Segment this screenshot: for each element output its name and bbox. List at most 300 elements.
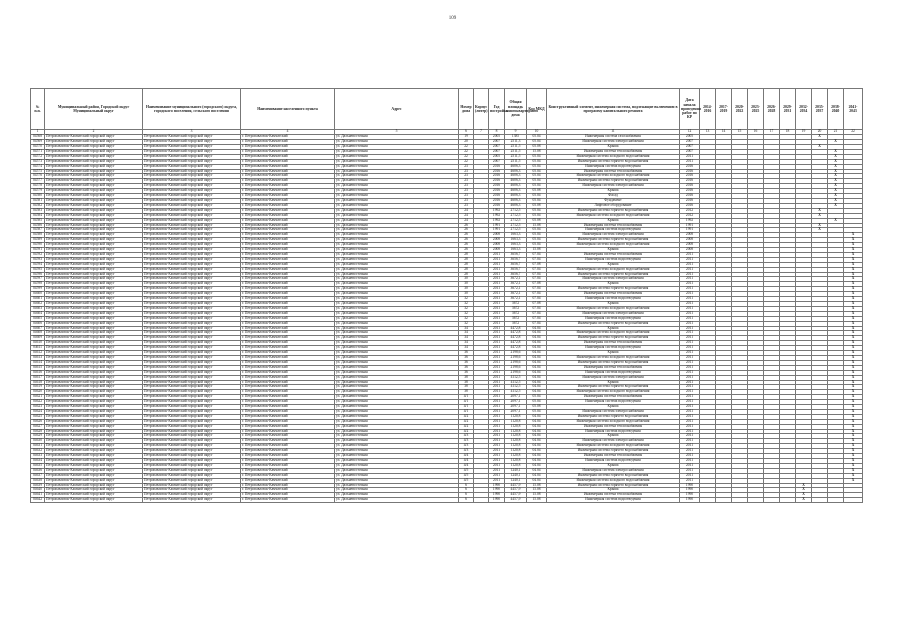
table-cell: Лифтовое оборудование: [547, 203, 680, 208]
table-cell: 05.04: [527, 164, 547, 169]
table-cell: Петропавловск-Камчатский городской округ: [143, 194, 241, 199]
table-cell: Петропавловск-Камчатский городской округ: [143, 252, 241, 257]
period-mark-cell: X: [828, 198, 844, 203]
table-cell: Инженерная система теплоснабжения: [547, 169, 680, 174]
period-mark-cell: X: [844, 439, 863, 444]
table-cell: 2016: [489, 189, 505, 194]
table-cell: ул. Дальневосточная: [335, 351, 459, 356]
table-cell: 04637: [31, 473, 45, 478]
table-cell: Петропавловск-Камчатский городской округ: [143, 159, 241, 164]
table-cell: 2712,5: [505, 228, 527, 233]
table-cell: ул. Дальневосточная: [335, 316, 459, 321]
table-cell: 2011: [680, 380, 700, 385]
table-cell: Петропавловск-Камчатский городской округ: [45, 238, 143, 243]
table-cell: 2011: [680, 282, 700, 287]
table-cell: Инженерная система холодного водоснабжения: [547, 154, 680, 159]
table-cell: 15.08: [527, 498, 547, 503]
table-cell: 04587: [31, 228, 45, 233]
table-cell: Петропавловск-Камчатский городской округ: [143, 463, 241, 468]
table-cell: г. Петропавловск-Камчатский: [241, 468, 335, 473]
column-header: Код МКД: [527, 89, 547, 130]
table-cell: ул. Дальневосточная: [335, 478, 459, 483]
table-cell: Петропавловск-Камчатский городской округ: [143, 189, 241, 194]
table-cell: 2011: [489, 346, 505, 351]
table-cell: 04634: [31, 459, 45, 464]
table-cell: ул. Дальневосточная: [335, 184, 459, 189]
table-cell: 4/2: [459, 419, 474, 424]
table-cell: Петропавловск-Камчатский городской округ: [45, 223, 143, 228]
table-cell: Петропавловск-Камчатский городской округ: [45, 493, 143, 498]
table-cell: г. Петропавловск-Камчатский: [241, 321, 335, 326]
table-cell: 23: [459, 198, 474, 203]
table-cell: 07.04: [527, 287, 547, 292]
table-cell: 6: [459, 488, 474, 493]
table-cell: Петропавловск-Камчатский городской округ: [45, 179, 143, 184]
table-cell: Петропавловск-Камчатский городской округ: [143, 282, 241, 287]
table-cell: 05.04: [527, 228, 547, 233]
table-cell: г. Петропавловск-Камчатский: [241, 154, 335, 159]
period-mark-cell: X: [844, 233, 863, 238]
table-cell: Инженерная система горячего водоснабжения: [547, 179, 680, 184]
table-cell: 2011: [489, 405, 505, 410]
table-cell: 2198,6: [505, 355, 527, 360]
period-mark-cell: X: [844, 277, 863, 282]
table-cell: Петропавловск-Камчатский городской округ: [143, 203, 241, 208]
table-cell: ул. Дальневосточная: [335, 169, 459, 174]
table-cell: 2011: [489, 331, 505, 336]
table-cell: г. Петропавловск-Камчатский: [241, 439, 335, 444]
table-cell: Фасад: [547, 194, 680, 199]
table-cell: ул. Дальневосточная: [335, 189, 459, 194]
table-cell: Инженерная система горячего водоснабжения: [547, 159, 680, 164]
period-mark-cell: X: [844, 311, 863, 316]
table-cell: 05.04: [527, 169, 547, 174]
period-mark-cell: X: [844, 287, 863, 292]
table-cell: 2011: [680, 459, 700, 464]
table-cell: 2097,1: [505, 409, 527, 414]
table-cell: Крыша: [547, 145, 680, 150]
table-cell: 04636: [31, 468, 45, 473]
table-cell: 04.04: [527, 473, 547, 478]
table-cell: ул. Дальневосточная: [335, 154, 459, 159]
table-cell: 2011: [680, 267, 700, 272]
table-cell: ул. Дальневосточная: [335, 468, 459, 473]
table-cell: 4/1: [459, 405, 474, 410]
table-cell: Петропавловск-Камчатский городской округ: [45, 154, 143, 159]
table-cell: 05.04: [527, 159, 547, 164]
table-cell: Петропавловск-Камчатский городской округ: [45, 306, 143, 311]
table-cell: 1663,3: [505, 238, 527, 243]
period-mark-cell: X: [844, 468, 863, 473]
period-mark-cell: X: [796, 498, 812, 503]
table-cell: 2511,5: [505, 149, 527, 154]
table-cell: ул. Дальневосточная: [335, 287, 459, 292]
period-mark-cell: X: [844, 444, 863, 449]
table-cell: г. Петропавловск-Камчатский: [241, 297, 335, 302]
table-cell: 4/3: [459, 449, 474, 454]
column-number: 9: [505, 130, 527, 135]
table-cell: 1120,8: [505, 414, 527, 419]
table-cell: 4606,3: [505, 198, 527, 203]
table-cell: 4/1: [459, 395, 474, 400]
period-mark-cell: X: [796, 488, 812, 493]
table-cell: 1990: [489, 483, 505, 488]
table-cell: г. Петропавловск-Камчатский: [241, 135, 335, 140]
period-mark-cell: X: [812, 135, 828, 140]
period-mark-cell: X: [844, 360, 863, 365]
table-cell: Петропавловск-Камчатский городской округ: [143, 164, 241, 169]
table-cell: 4472,8: [505, 341, 527, 346]
table-cell: 28: [459, 272, 474, 277]
table-cell: 1663,3: [505, 248, 527, 253]
table-cell: 3656,7: [505, 252, 527, 257]
table-cell: 34: [459, 331, 474, 336]
period-mark-cell: X: [812, 213, 828, 218]
table-cell: 4/2: [459, 414, 474, 419]
table-cell: Инженерная система электроснабжения: [547, 140, 680, 145]
table-cell: Петропавловск-Камчатский городской округ: [143, 498, 241, 503]
table-cell: Крыша: [547, 405, 680, 410]
table-cell: 04601: [31, 297, 45, 302]
table-cell: Инженерная система горячего водоснабжения: [547, 208, 680, 213]
table-cell: ул. Дальневосточная: [335, 203, 459, 208]
table-cell: Петропавловск-Камчатский городской округ: [45, 498, 143, 503]
column-number: 3: [143, 130, 241, 135]
table-cell: 1120,8: [505, 429, 527, 434]
table-cell: Петропавловск-Камчатский городской округ: [143, 257, 241, 262]
table-cell: г. Петропавловск-Камчатский: [241, 390, 335, 395]
table-cell: 2011: [489, 454, 505, 459]
table-cell: Инженерная система холодного водоснабжения: [547, 444, 680, 449]
table-cell: 2011: [680, 297, 700, 302]
table-cell: 2011: [489, 385, 505, 390]
table-cell: г. Петропавловск-Камчатский: [241, 463, 335, 468]
table-cell: 04625: [31, 414, 45, 419]
table-cell: 2011: [680, 311, 700, 316]
table-cell: 2011: [489, 463, 505, 468]
table-cell: 2011: [489, 282, 505, 287]
table-cell: 05.04: [527, 194, 547, 199]
table-cell: ул. Дальневосточная: [335, 302, 459, 307]
table-cell: ул. Дальневосточная: [335, 208, 459, 213]
period-mark-cell: X: [828, 169, 844, 174]
table-cell: 05.04: [527, 233, 547, 238]
table-cell: 04626: [31, 419, 45, 424]
table-cell: 4112,5: [505, 380, 527, 385]
table-cell: Петропавловск-Камчатский городской округ: [143, 223, 241, 228]
table-cell: 04604: [31, 311, 45, 316]
table-cell: Петропавловск-Камчатский городской округ: [45, 135, 143, 140]
table-cell: ул. Дальневосточная: [335, 194, 459, 199]
table-cell: Петропавловск-Камчатский городской округ: [143, 346, 241, 351]
table-cell: 2011: [680, 395, 700, 400]
period-mark-cell: X: [844, 370, 863, 375]
table-cell: 04.04: [527, 414, 547, 419]
table-cell: Петропавловск-Камчатский городской округ: [45, 454, 143, 459]
table-cell: Петропавловск-Камчатский городской округ: [45, 218, 143, 223]
table-cell: 07.04: [527, 277, 547, 282]
table-cell: 04599: [31, 287, 45, 292]
table-cell: Петропавловск-Камчатский городской округ: [143, 424, 241, 429]
table-cell: г. Петропавловск-Камчатский: [241, 238, 335, 243]
period-mark-cell: X: [844, 336, 863, 341]
table-cell: [474, 498, 489, 503]
table-cell: ул. Дальневосточная: [335, 331, 459, 336]
table-cell: 2198,6: [505, 351, 527, 356]
table-cell: ул. Дальневосточная: [335, 174, 459, 179]
table-cell: 2011: [680, 316, 700, 321]
table-cell: 15.08: [527, 223, 547, 228]
table-cell: 1992: [489, 213, 505, 218]
table-cell: 2011: [489, 449, 505, 454]
table-cell: 04.04: [527, 429, 547, 434]
period-mark-cell: X: [844, 414, 863, 419]
table-cell: 1990: [489, 488, 505, 493]
table-cell: ул. Дальневосточная: [335, 248, 459, 253]
table-cell: ул. Дальневосточная: [335, 311, 459, 316]
table-cell: 04585: [31, 218, 45, 223]
table-cell: 04581: [31, 198, 45, 203]
table-cell: 2008: [489, 243, 505, 248]
table-cell: 2011: [489, 262, 505, 267]
table-cell: Петропавловск-Камчатский городской округ: [143, 351, 241, 356]
table-cell: Инженерная система водоотведения: [547, 370, 680, 375]
column-header: Наименование населенного пункта: [241, 89, 335, 130]
table-cell: г. Петропавловск-Камчатский: [241, 355, 335, 360]
period-mark-cell: X: [828, 184, 844, 189]
table-cell: Петропавловск-Камчатский городской округ: [45, 228, 143, 233]
table-cell: Петропавловск-Камчатский городской округ: [45, 365, 143, 370]
table-cell: г. Петропавловск-Камчатский: [241, 184, 335, 189]
table-cell: Инженерная система водоотведения: [547, 228, 680, 233]
table-cell: 3672,1: [505, 287, 527, 292]
column-number: 7: [474, 130, 489, 135]
table-cell: г. Петропавловск-Камчатский: [241, 459, 335, 464]
period-mark-cell: X: [828, 179, 844, 184]
table-cell: 04.04: [527, 454, 547, 459]
table-cell: г. Петропавловск-Камчатский: [241, 149, 335, 154]
table-cell: Петропавловск-Камчатский городской округ: [45, 375, 143, 380]
table-cell: 07.04: [527, 311, 547, 316]
table-cell: г. Петропавловск-Камчатский: [241, 248, 335, 253]
table-cell: ул. Дальневосточная: [335, 233, 459, 238]
table-cell: 2011: [489, 257, 505, 262]
period-mark-cell: [780, 498, 796, 503]
table-cell: 38: [459, 380, 474, 385]
table-cell: 04.04: [527, 459, 547, 464]
table-cell: ул. Дальневосточная: [335, 498, 459, 503]
table-cell: 1240,1: [505, 468, 527, 473]
table-cell: 23: [459, 194, 474, 199]
table-cell: 4606,3: [505, 203, 527, 208]
table-cell: 2011: [680, 292, 700, 297]
table-cell: Инженерная система холодного водоснабжения: [547, 478, 680, 483]
period-mark-cell: X: [844, 424, 863, 429]
table-cell: Петропавловск-Камчатский городской округ: [45, 473, 143, 478]
period-mark-cell: X: [796, 483, 812, 488]
table-cell: 2011: [680, 463, 700, 468]
table-cell: Петропавловск-Камчатский городской округ: [45, 184, 143, 189]
table-cell: 04.04: [527, 375, 547, 380]
table-cell: 2011: [489, 267, 505, 272]
table-cell: 4/2: [459, 429, 474, 434]
table-cell: 2011: [680, 360, 700, 365]
table-cell: ул. Дальневосточная: [335, 179, 459, 184]
table-cell: г. Петропавловск-Камчатский: [241, 351, 335, 356]
table-cell: ул. Дальневосточная: [335, 346, 459, 351]
table-cell: 2011: [680, 439, 700, 444]
table-cell: Петропавловск-Камчатский городской округ: [143, 365, 241, 370]
table-cell: 04620: [31, 390, 45, 395]
table-cell: 04612: [31, 351, 45, 356]
table-cell: 05.08: [527, 405, 547, 410]
table-cell: 2011: [489, 400, 505, 405]
table-cell: Инженерная система горячего водоснабжения: [547, 449, 680, 454]
table-cell: 04569: [31, 140, 45, 145]
table-cell: 2511,5: [505, 145, 527, 150]
table-cell: Инженерная система теплоснабжения: [547, 454, 680, 459]
table-cell: 2011: [489, 439, 505, 444]
table-cell: 2712,5: [505, 208, 527, 213]
table-cell: 3672: [505, 321, 527, 326]
table-cell: ул. Дальневосточная: [335, 444, 459, 449]
table-cell: 2011: [680, 414, 700, 419]
table-cell: г. Петропавловск-Камчатский: [241, 405, 335, 410]
table-cell: Петропавловск-Камчатский городской округ: [143, 355, 241, 360]
table-cell: 15.08: [527, 149, 547, 154]
period-mark-cell: X: [812, 208, 828, 213]
table-cell: 38: [459, 385, 474, 390]
table-cell: Петропавловск-Камчатский городской округ: [143, 385, 241, 390]
column-header: 2014-2016: [700, 89, 716, 130]
table-cell: 28: [459, 252, 474, 257]
period-mark-cell: X: [844, 341, 863, 346]
table-cell: 2011: [680, 346, 700, 351]
table-cell: 2016: [680, 169, 700, 174]
table-cell: ул. Дальневосточная: [335, 473, 459, 478]
period-mark-cell: X: [828, 140, 844, 145]
column-number: 12: [680, 130, 700, 135]
period-mark-cell: X: [844, 405, 863, 410]
table-cell: 2011: [489, 321, 505, 326]
period-mark-cell: [716, 498, 732, 503]
table-cell: 3672: [505, 302, 527, 307]
table-cell: Крыша: [547, 380, 680, 385]
table-cell: 22: [459, 145, 474, 150]
table-row: [31, 498, 863, 503]
table-cell: 2011: [489, 277, 505, 282]
table-cell: 2012: [680, 208, 700, 213]
table-cell: 2011: [489, 424, 505, 429]
table-cell: Инженерная система электроснабжения: [547, 311, 680, 316]
table-cell: ул. Дальневосточная: [335, 292, 459, 297]
table-cell: 04574: [31, 164, 45, 169]
table-cell: Петропавловск-Камчатский городской округ: [143, 488, 241, 493]
table-cell: г. Петропавловск-Камчатский: [241, 370, 335, 375]
table-cell: 2008: [680, 243, 700, 248]
table-cell: 04.04: [527, 424, 547, 429]
table-cell: Петропавловск-Камчатский городской округ: [143, 331, 241, 336]
table-cell: Петропавловск-Камчатский городской округ: [143, 208, 241, 213]
table-cell: 1385: [505, 135, 527, 140]
table-cell: 28: [459, 267, 474, 272]
table-cell: г. Петропавловск-Камчатский: [241, 208, 335, 213]
table-cell: 6: [459, 498, 474, 503]
table-cell: Петропавловск-Камчатский городской округ: [45, 380, 143, 385]
table-cell: 04582: [31, 203, 45, 208]
table-cell: 2097,1: [505, 395, 527, 400]
table-cell: Петропавловск-Камчатский городской округ: [45, 213, 143, 218]
period-mark-cell: X: [844, 434, 863, 439]
table-cell: Петропавловск-Камчатский городской округ: [45, 272, 143, 277]
table-cell: 07.04: [527, 267, 547, 272]
table-cell: Инженерная система водоотведения: [547, 316, 680, 321]
period-mark-cell: X: [844, 385, 863, 390]
table-cell: 04605: [31, 316, 45, 321]
table-cell: Инженерная система теплоснабжения: [547, 341, 680, 346]
table-cell: 2008: [680, 238, 700, 243]
table-cell: г. Петропавловск-Камчатский: [241, 429, 335, 434]
table-cell: Инженерная система теплоснабжения: [547, 149, 680, 154]
table-cell: 22: [459, 149, 474, 154]
table-cell: Инженерная система теплоснабжения: [547, 252, 680, 257]
table-cell: г. Петропавловск-Камчатский: [241, 267, 335, 272]
period-mark-cell: X: [844, 282, 863, 287]
period-mark-cell: X: [796, 493, 812, 498]
table-cell: Петропавловск-Камчатский городской округ: [143, 302, 241, 307]
period-mark-cell: X: [844, 346, 863, 351]
table-cell: Петропавловск-Камчатский городской округ: [143, 444, 241, 449]
table-cell: ул. Дальневосточная: [335, 257, 459, 262]
table-cell: 36: [459, 360, 474, 365]
table-cell: Петропавловск-Камчатский городской округ: [143, 434, 241, 439]
table-cell: Петропавловск-Камчатский городской округ: [45, 439, 143, 444]
table-cell: Крыша: [547, 488, 680, 493]
table-cell: 2097,1: [505, 405, 527, 410]
table-cell: 07.04: [527, 306, 547, 311]
table-cell: г. Петропавловск-Камчатский: [241, 493, 335, 498]
table-cell: Инженерная система водоотведения: [547, 498, 680, 503]
table-cell: г. Петропавловск-Камчатский: [241, 336, 335, 341]
table-cell: 05.04: [527, 208, 547, 213]
table-cell: г. Петропавловск-Камчатский: [241, 262, 335, 267]
column-header: 2038-2040: [828, 89, 844, 130]
table-cell: Петропавловск-Камчатский городской округ: [45, 336, 143, 341]
table-cell: ул. Дальневосточная: [335, 297, 459, 302]
table-cell: 04.04: [527, 365, 547, 370]
table-cell: Инженерная система водоотведения: [547, 257, 680, 262]
table-cell: 2712,5: [505, 223, 527, 228]
table-cell: г. Петропавловск-Камчатский: [241, 272, 335, 277]
table-cell: 05.04: [527, 135, 547, 140]
table-cell: Петропавловск-Камчатский городской округ: [143, 149, 241, 154]
period-mark-cell: X: [844, 459, 863, 464]
table-cell: 07.04: [527, 321, 547, 326]
table-cell: Инженерная система горячего водоснабжения: [547, 272, 680, 277]
table-cell: Петропавловск-Камчатский городской округ: [45, 405, 143, 410]
column-number: 10: [527, 130, 547, 135]
table-cell: 2011: [489, 272, 505, 277]
table-cell: Крыша: [547, 189, 680, 194]
table-cell: 07.04: [527, 297, 547, 302]
table-cell: 2011: [489, 375, 505, 380]
table-cell: 15.08: [527, 248, 547, 253]
table-cell: ул. Дальневосточная: [335, 370, 459, 375]
period-mark-cell: [764, 498, 780, 503]
table-cell: Петропавловск-Камчатский городской округ: [45, 400, 143, 405]
table-cell: 4112,5: [505, 385, 527, 390]
table-body: [31, 130, 863, 503]
